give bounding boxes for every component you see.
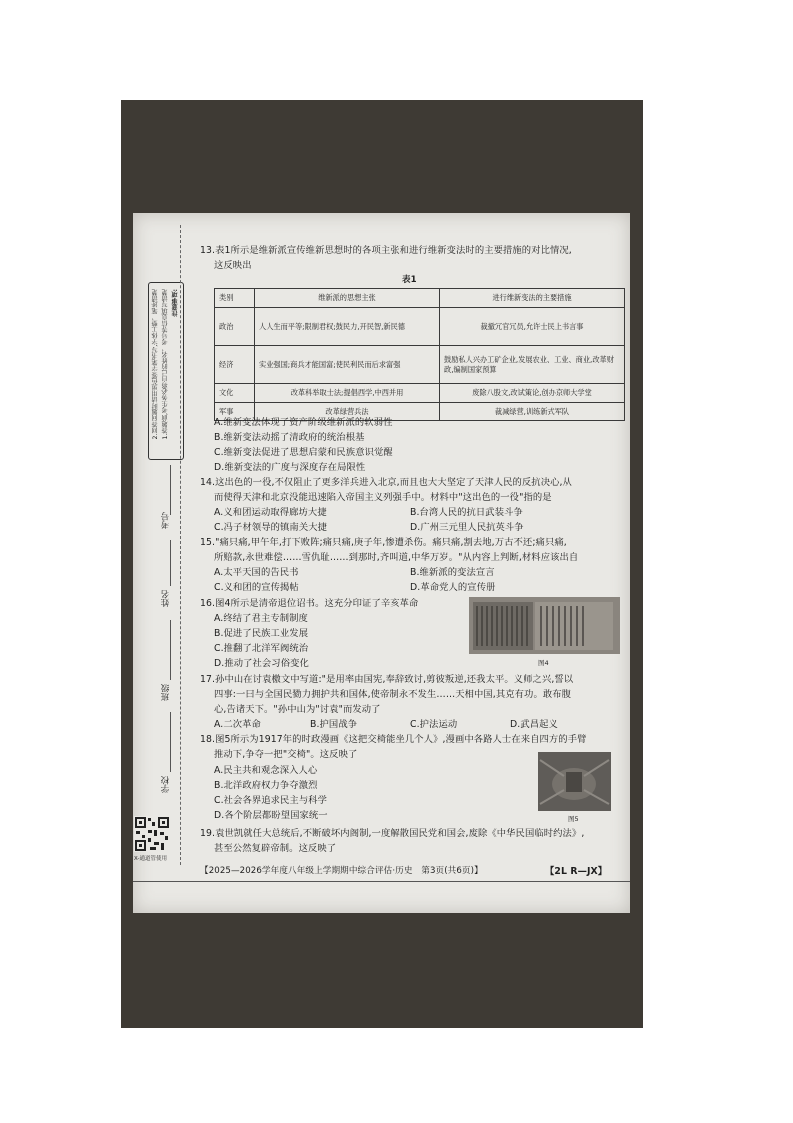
- table-1-caption: 表1: [402, 275, 417, 285]
- footer-code: 【2L R—JX】: [545, 866, 608, 877]
- figure-4-abdication-edict: [469, 597, 620, 654]
- school-label: 学校: [161, 776, 171, 793]
- table-header-cell: 类别: [215, 289, 255, 308]
- q16-option-a: A.终结了君主专制制度: [214, 613, 308, 624]
- footer-divider: [133, 881, 630, 882]
- table-header-cell: 进行维新变法的主要措施: [440, 289, 625, 308]
- q15-option-a: A.太平天国的告民书: [214, 567, 299, 578]
- q16-option-b: B.促进了民族工业发展: [214, 628, 309, 639]
- q18-option-b: B.北洋政府权力争夺激烈: [214, 780, 318, 791]
- name-underline: [170, 540, 171, 586]
- qr-caption: X-通道管使用: [134, 856, 167, 862]
- table-cell: 改革绿营兵法: [255, 403, 440, 421]
- binding-dashed-line: [180, 225, 182, 865]
- q17-option-a: A.二次革命: [214, 719, 261, 730]
- reform-comparison-table: [214, 288, 625, 421]
- table-cell: 文化: [215, 384, 255, 403]
- q18-option-d: D.各个阶层都盼望国家统一: [214, 810, 328, 821]
- cartoon-image: [538, 752, 611, 811]
- edict-image: [469, 597, 620, 654]
- q19-stem-line2: 甚至公然复辟帝制。这反映了: [214, 843, 337, 854]
- q14-stem-line2: 而使得天津和北京没能迅速陷入帝国主义列强手中。材料中"这出色的一役"指的是: [214, 492, 552, 503]
- q14-option-b: B.台湾人民的抗日武装斗争: [410, 507, 523, 518]
- table-cell: 废除八股文,改试策论,创办京师大学堂: [440, 384, 625, 403]
- table-row: [215, 308, 625, 346]
- q19-stem-line1: 19.袁世凯就任大总统后,不断破坏内阁制,一度解散国民党和国会,废除《中华民国临时约法》,: [200, 828, 585, 839]
- table-row: [215, 384, 625, 403]
- q13-option-d: D.维新变法的广度与深度存在局限性: [214, 462, 366, 473]
- table-cell: 改革科举取士法;提倡西学,中西并用: [255, 384, 440, 403]
- q16-option-c: C.推翻了北洋军阀统治: [214, 643, 309, 654]
- q16-option-d: D.推动了社会习俗变化: [214, 658, 309, 669]
- q18-option-c: C.社会各界追求民主与科学: [214, 795, 328, 806]
- table-cell: 裁减绿营,训练新式军队: [440, 403, 625, 421]
- q17-option-b: B.护国战争: [310, 719, 358, 730]
- q15-option-d: D.革命党人的宣传册: [410, 582, 496, 593]
- q14-option-c: C.冯子材领导的镇南关大捷: [214, 522, 328, 533]
- q15-option-c: C.义和团的宣传揭帖: [214, 582, 299, 593]
- name-label: 姓名: [161, 590, 171, 607]
- table-cell: 政治: [215, 308, 255, 346]
- q14-option-d: D.广州三元里人民抗英斗争: [410, 522, 524, 533]
- q15-stem-line2: 所赔款,永世难偿……雪仇耻……到那时,齐叫道,中华万岁。"从内容上判断,材料应该出自: [214, 552, 579, 563]
- q18-option-a: A.民主共和观念深入人心: [214, 765, 318, 776]
- exam-no-underline: [170, 465, 171, 515]
- q18-stem-line2: 推动下,争夺一把"交椅"。这反映了: [214, 749, 358, 760]
- notice-line-2: 2.回答问题时请用黑色签字笔书写,字体工整、笔迹清楚: [152, 289, 159, 440]
- q16-stem: 16.图4所示是清帝退位诏书。这充分印证了辛亥革命: [200, 598, 419, 609]
- figure-5-political-cartoon: [538, 752, 611, 811]
- notice-box: [148, 282, 184, 460]
- table-cell: 军事: [215, 403, 255, 421]
- class-underline: [170, 620, 171, 680]
- q13-stem-line2: 这反映出: [214, 260, 252, 271]
- q14-stem-line1: 14.这出色的一役,不仅阻止了更多洋兵进入北京,而且也大大坚定了天津人民的反抗决心,从: [200, 477, 572, 488]
- q13-option-a: A.维新变法体现了资产阶级维新派的软弱性: [214, 417, 393, 428]
- q14-option-a: A.义和团运动取得廊坊大捷: [214, 507, 327, 518]
- q13-option-b: B.维新变法动摇了清政府的统治根基: [214, 432, 365, 443]
- table-header-row: [215, 289, 625, 308]
- q13-option-c: C.维新变法促进了思想启蒙和民族意识觉醒: [214, 447, 393, 458]
- table-cell: 实业强国;商兵才能国富;使民利民而后求富强: [255, 346, 440, 384]
- figure-4-label: 图4: [538, 659, 549, 667]
- table-cell: 鼓励私人兴办工矿企业,发展农业、工业、商业,改革财政,编制国家预算: [440, 346, 625, 384]
- notice-title: 注意事项:: [172, 289, 179, 317]
- school-underline: [170, 712, 171, 772]
- q15-option-b: B.维新派的变法宣言: [410, 567, 495, 578]
- exam-no-label: 考号: [161, 512, 171, 529]
- q17-option-c: C.护法运动: [410, 719, 458, 730]
- q13-stem-line1: 13.表1所示是维新派宣传维新思想时的各项主张和进行维新变法时的主要措施的对比情况,: [200, 245, 572, 256]
- table-cell: 裁撤冗官冗员,允许士民上书言事: [440, 308, 625, 346]
- footer-page-info: 【2025—2026学年度八年级上学期期中综合评估·历史 第3页(共6页)】: [200, 866, 483, 876]
- q17-option-d: D.武昌起义: [510, 719, 558, 730]
- figure-5-label: 图5: [568, 815, 579, 823]
- table-header-cell: 维新派的思想主张: [255, 289, 440, 308]
- table-row: [215, 346, 625, 384]
- q17-stem-line3: 心,告诸天下。"孙中山为"讨袁"而发动了: [214, 704, 381, 715]
- table-cell: 经济: [215, 346, 255, 384]
- q15-stem-line1: 15."痛只痛,甲午年,打下败阵;痛只痛,庚子年,惨遭杀伤。痛只痛,割去地,万古不还;痛只痛,: [200, 537, 567, 548]
- table-cell: 人人生而平等;限制君权;鼓民力,开民智,新民德: [255, 308, 440, 346]
- q18-stem-line1: 18.图5所示为1917年的时政漫画《这把交椅能坐几个人》,漫画中各路人士在来自四方的手臂: [200, 734, 587, 745]
- class-label: 班级: [161, 684, 171, 701]
- q17-stem-line1: 17.孙中山在讨袁檄文中写道:"是用率由国宪,奉辞致讨,剪彼叛逆,还我太平。义师之兴,誓以: [200, 674, 574, 685]
- qr-code-icon: [134, 816, 170, 852]
- notice-line-1: 1.答题前,考生务必将自己的姓名、考号等信息填写清楚: [162, 289, 169, 440]
- q17-stem-line2: 四事:一曰与全国民勠力拥护共和国体,使帝制永不发生……天相中国,其克有功。敢布腹: [214, 689, 572, 700]
